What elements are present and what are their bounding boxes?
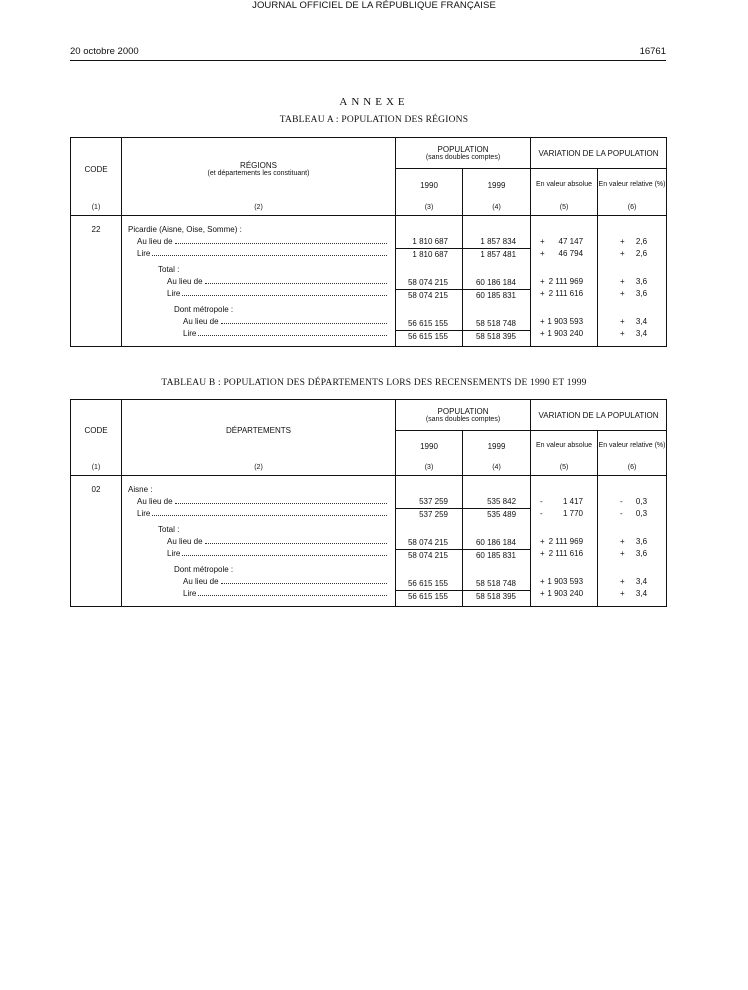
table-row [128,548,395,560]
value-1990: 56 615 155 [396,330,462,343]
sign: + [620,329,625,338]
table-b-col-1990: 1990 [396,431,463,462]
leader-dots [205,283,387,284]
table-b-num-3: (3) [396,462,463,476]
sign: + [620,289,625,298]
number: 2 111 969 [548,537,584,546]
header-journal-title: JOURNAL OFFICIEL DE LA RÉPUBLIQUE FRANÇAISE [252,0,496,11]
table-a-abs-values [531,216,598,347]
table-b-num-2: (2) [122,462,396,476]
table-b-col-variation: VARIATION DE LA POPULATION [531,400,667,431]
sign: + [540,329,545,338]
table-a-num-4: (4) [463,202,531,216]
table-a-col-1990: 1990 [396,169,463,202]
table-a-code: 22 [91,225,101,234]
table-row [128,576,395,588]
row-label: Lire [183,329,197,338]
number: 3,4 [635,577,648,586]
table-b-metro-label: Dont métropole : [174,565,234,574]
table-a-1999-values [463,216,531,347]
number: 1 903 593 [547,317,584,326]
value-relative [598,588,666,600]
annexe-heading: ANNEXE [339,96,409,108]
value-absolue [531,576,597,588]
number: 0,3 [635,497,648,506]
table-b-col-population-sub: (sans doubles comptes) [425,415,501,423]
number: 1 903 240 [547,589,584,598]
value-1990: 58 074 215 [407,278,448,287]
number: 3,6 [635,277,648,286]
table-b-col-departements: DÉPARTEMENTS [122,400,396,462]
leader-dots [198,335,387,336]
row-label: Lire [167,289,181,298]
value-absolue [531,288,597,300]
value-relative [598,288,666,300]
value-absolue [531,328,597,340]
table-row [128,288,395,300]
table-a-total-label: Total : [158,265,180,274]
table-row [128,248,395,260]
number: 46 794 [558,249,584,258]
value-1990: 58 074 215 [407,538,448,547]
value-absolue [531,548,597,560]
number: 1 903 240 [547,329,584,338]
sign: + [540,237,545,246]
table-b [70,399,667,607]
table-b-col-population [396,400,531,431]
row-label: Lire [137,249,151,258]
leader-dots [182,555,387,556]
number: 3,6 [635,549,648,558]
value-relative [598,508,666,520]
value-absolue [531,236,597,248]
table-a-col-variation: VARIATION DE LA POPULATION [531,138,667,169]
value-1999: 535 842 [487,497,517,506]
leader-dots [175,243,387,244]
number: 2,6 [635,249,648,258]
value-relative [598,536,666,548]
value-1990: 56 615 155 [407,579,448,588]
value-1999: 58 518 395 [463,590,530,603]
number: 2,6 [635,237,648,246]
value-1999: 58 518 748 [475,319,517,328]
leader-dots [175,503,387,504]
leader-dots [221,323,387,324]
table-b-col-population-label: POPULATION [437,406,489,416]
value-1999: 1 857 834 [480,237,517,246]
sign: + [540,577,545,586]
value-absolue [531,508,597,520]
row-label: Lire [183,589,197,598]
leader-dots [182,295,387,296]
table-a-col-regions-sub: (et départements les constituant) [207,170,310,178]
row-label: Au lieu de [183,317,219,326]
sign: - [620,509,623,518]
value-relative [598,248,666,260]
value-1990: 537 259 [419,497,448,506]
header-date: 20 octobre 2000 [70,46,139,57]
number: 0,3 [635,509,648,518]
value-relative [598,316,666,328]
table-b-1990-values [396,476,463,607]
number: 1 903 593 [547,577,584,586]
value-absolue [531,536,597,548]
number: 2 111 969 [548,277,584,286]
row-label: Au lieu de [167,277,203,286]
leader-dots [205,543,387,544]
row-label: Lire [137,509,151,518]
value-absolue [531,276,597,288]
row-label: Au lieu de [183,577,219,586]
sign: + [620,537,625,546]
sign: + [620,577,625,586]
header-rule [70,60,666,61]
value-relative [598,328,666,340]
table-a-col-absolue: En valeur absolue [531,169,598,202]
sign: + [540,537,545,546]
table-a-num-3: (3) [396,202,463,216]
number: 2 111 616 [548,549,584,558]
row-label: Au lieu de [137,497,173,506]
table-b-num-4: (4) [463,462,531,476]
value-absolue [531,588,597,600]
table-a-col-regions [122,138,396,202]
value-absolue [531,496,597,508]
table-row [128,236,395,248]
value-1990: 58 074 215 [396,549,462,562]
value-1999: 535 489 [463,508,530,521]
value-1999: 60 186 184 [475,278,517,287]
sign: + [540,549,545,558]
table-a-code-cell [71,216,122,347]
table-a-col-population-sub: (sans doubles comptes) [425,153,501,161]
sign: + [620,277,625,286]
table-a-title: TABLEAU A : POPULATION DES RÉGIONS [279,115,469,125]
value-absolue [531,316,597,328]
table-row [128,508,395,520]
value-relative [598,576,666,588]
table-a-num-2: (2) [122,202,396,216]
leader-dots [221,583,387,584]
value-relative [598,236,666,248]
value-absolue [531,248,597,260]
table-a-rel-values [598,216,667,347]
row-label: Au lieu de [137,237,173,246]
sign: + [620,237,625,246]
value-1999: 58 518 748 [475,579,517,588]
table-b-1999-values [463,476,531,607]
table-b-col-relative: En valeur relative (%) [598,431,667,462]
table-b-num-1: (1) [91,464,101,472]
table-row [128,496,395,508]
header-page-number: 16761 [639,46,666,57]
sign: + [540,589,545,598]
table-row [128,328,395,340]
table-row [128,316,395,328]
table-a-col-population-label: POPULATION [437,144,489,154]
table-a-num-1: (1) [91,204,101,212]
table-a-metro-label: Dont métropole : [174,305,234,314]
table-a-1990-values [396,216,463,347]
value-1999: 60 185 831 [463,289,530,302]
table-a-col-regions-label: RÉGIONS [240,161,277,171]
leader-dots [198,595,387,596]
table-b-title: TABLEAU B : POPULATION DES DÉPARTEMENTS LORS DES RECENSEMENTS DE 1990 ET 1999 [161,378,587,388]
value-1999: 1 857 481 [463,248,530,261]
value-1990: 56 615 155 [396,590,462,603]
table-b-labels [122,476,396,607]
number: 3,4 [635,317,648,326]
value-1999: 60 185 831 [463,549,530,562]
value-relative [598,276,666,288]
sign: + [620,249,625,258]
number: 3,4 [635,329,648,338]
value-1999: 58 518 395 [463,330,530,343]
sign: + [540,289,545,298]
sign: + [540,277,545,286]
number: 3,6 [635,289,648,298]
table-a-col-population [396,138,531,169]
table-b-code-cell [71,476,122,607]
number: 3,6 [635,537,648,546]
number: 47 147 [558,237,584,246]
leader-dots [152,515,387,516]
value-relative [598,548,666,560]
table-b-col-code: CODE [84,426,108,436]
table-a-labels [122,216,396,347]
table-b-col-1999: 1999 [463,431,531,462]
sign: + [620,589,625,598]
table-b-num-6: (6) [598,462,667,476]
sign: + [620,317,625,326]
table-row [128,276,395,288]
table-a-num-6: (6) [598,202,667,216]
table-a [70,137,667,347]
table-a-col-code: CODE [84,165,108,175]
table-a-entity: Picardie (Aisne, Oise, Somme) : [128,225,242,234]
value-1990: 58 074 215 [396,289,462,302]
leader-dots [152,255,387,256]
table-a-num-5: (5) [531,202,598,216]
table-b-entity: Aisne : [128,485,153,494]
table-b-rel-values [598,476,667,607]
sign: - [620,497,623,506]
table-a-col-relative: En valeur relative (%) [598,169,667,202]
table-a-col-1999: 1999 [463,169,531,202]
number: 1 417 [562,497,584,506]
sign: + [540,317,545,326]
value-1990: 537 259 [396,508,462,521]
table-row [128,588,395,600]
value-1999: 60 186 184 [475,538,517,547]
sign: + [540,249,545,258]
table-b-col-absolue: En valeur absolue [531,431,598,462]
row-label: Lire [167,549,181,558]
row-label: Au lieu de [167,537,203,546]
sign: - [540,497,543,506]
table-b-total-label: Total : [158,525,180,534]
table-b-code: 02 [91,485,101,494]
table-row [128,536,395,548]
table-b-abs-values [531,476,598,607]
sign: - [540,509,543,518]
value-1990: 56 615 155 [407,319,448,328]
value-1990: 1 810 687 [412,237,448,246]
number: 1 770 [562,509,584,518]
sign: + [620,549,625,558]
number: 3,4 [635,589,648,598]
value-relative [598,496,666,508]
number: 2 111 616 [548,289,584,298]
table-b-num-5: (5) [531,462,598,476]
value-1990: 1 810 687 [396,248,462,261]
